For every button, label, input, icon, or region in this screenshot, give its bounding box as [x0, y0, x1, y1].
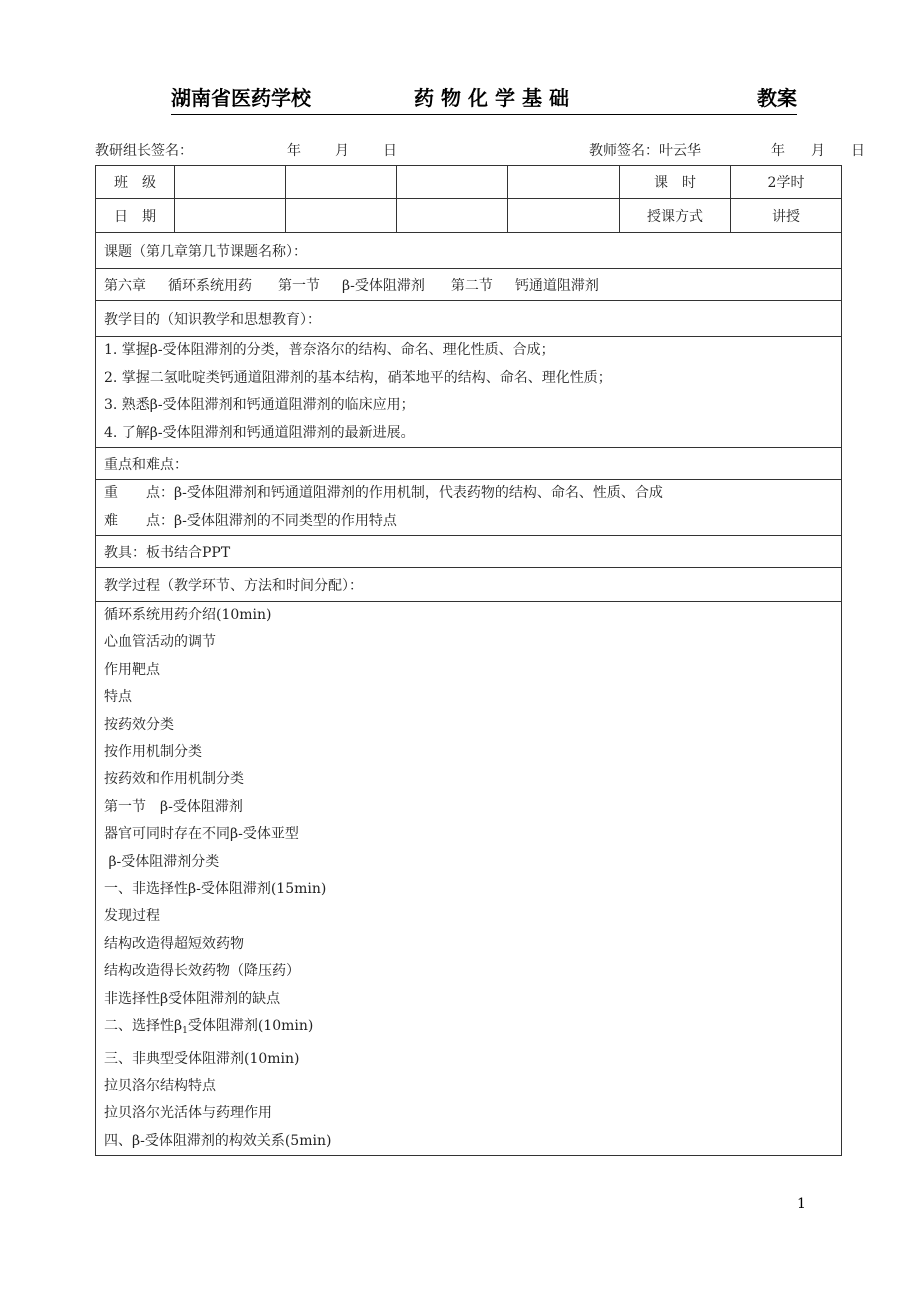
process-item: 心血管活动的调节	[104, 634, 216, 651]
process-item: 按药效分类	[104, 716, 174, 733]
key-point-text: β-受体阻滞剂和钙通道阻滞剂的作用机制，代表药物的结构、命名、性质、合成	[174, 485, 663, 501]
process-item: 第一节 β-受体阻滞剂	[104, 798, 243, 815]
day-label: 日	[383, 143, 397, 159]
difficult-point	[104, 508, 841, 536]
teacher-signature-label: 教师签名：叶云华	[589, 143, 701, 159]
section-2-name: 钙通道阻滞剂	[514, 277, 599, 294]
document-title	[171, 84, 797, 115]
tools-row	[96, 536, 842, 568]
section-2: 第二节	[450, 277, 493, 294]
method-value: 讲授	[731, 199, 842, 233]
year-label: 年	[287, 143, 301, 159]
month-label: 月	[335, 143, 349, 159]
process-item: 特点	[104, 689, 132, 706]
section-1-name: β-受体阻滞剂	[342, 277, 425, 294]
process-item: 按作用机制分类	[104, 744, 202, 761]
objectives-label: 教学目的（知识教学和思想教育）：	[96, 301, 842, 337]
process-item: 作用靶点	[104, 661, 160, 678]
objectives-list	[96, 337, 842, 448]
process-item: 发现过程	[104, 908, 160, 925]
lesson-plan-table	[95, 165, 842, 1156]
year-label: 年	[771, 143, 785, 159]
process-list	[96, 602, 842, 1156]
class-label: 班 级	[96, 166, 175, 199]
chapter-name: 循环系统用药	[168, 277, 252, 294]
class-cell-2[interactable]	[286, 166, 397, 199]
process-item: 非选择性β受体阻滞剂的缺点	[104, 990, 281, 1007]
day-label: 日	[851, 143, 865, 159]
class-cell-1[interactable]	[175, 166, 286, 199]
process-item: 三、非典型受体阻滞剂(10min)	[104, 1050, 300, 1067]
section-1: 第一节	[278, 277, 320, 294]
process-item	[104, 1013, 841, 1045]
chapter: 第六章	[104, 277, 146, 294]
process-item: 循环系统用药介绍(10min)	[104, 607, 272, 623]
topic-label: 课题（第几章第几节课题名称）：	[96, 233, 842, 269]
process-label: 教学过程（教学环节、方法和时间分配）：	[96, 568, 842, 602]
topic-label-row	[96, 233, 842, 269]
process-item: 拉贝洛尔光活体与药理作用	[104, 1105, 272, 1122]
objective-item: 2. 掌握二氢吡啶类钙通道阻滞剂的基本结构，硝苯地平的结构、命名、理化性质；	[104, 369, 612, 386]
class-cell-4[interactable]	[508, 166, 620, 199]
selective-suffix: 受体阻滞剂(10min)	[187, 1018, 314, 1035]
date-label: 日 期	[96, 199, 175, 233]
topic-value	[96, 269, 842, 301]
date-cell-3[interactable]	[397, 199, 508, 233]
objective-item: 4. 了解β-受体阻滞剂和钙通道阻滞剂的最新进展。	[104, 424, 415, 441]
process-item: 四、β-受体阻滞剂的构效关系(5min)	[104, 1132, 332, 1149]
difficult-point-label: 难 点：	[104, 512, 174, 529]
hours-value: 2学时	[731, 166, 842, 199]
objectives-label-row	[96, 301, 842, 337]
teaching-tools: 教具：板书结合PPT	[96, 536, 842, 568]
date-row	[96, 199, 842, 233]
month-label: 月	[811, 143, 825, 159]
process-label-row	[96, 568, 842, 602]
page-number: 1	[797, 1196, 806, 1212]
class-row	[96, 166, 842, 199]
topic-value-row	[96, 269, 842, 301]
difficult-point-text: β-受体阻滞剂的不同类型的作用特点	[174, 512, 397, 529]
key-points-row	[96, 480, 842, 536]
process-item: 结构改造得超短效药物	[104, 935, 244, 952]
key-points-label-row	[96, 448, 842, 480]
process-item: 一、非选择性β-受体阻滞剂(15min)	[104, 881, 327, 898]
selective-prefix: 二、选择性β	[104, 1018, 183, 1035]
process-item: 拉贝洛尔结构特点	[104, 1077, 216, 1094]
key-point	[104, 480, 841, 508]
subscript-1: 1	[182, 1026, 188, 1037]
school-name: 湖南省医药学校	[171, 86, 311, 110]
process-item: β-受体阻滞剂分类	[104, 853, 220, 870]
process-list-row	[96, 602, 842, 1156]
class-cell-3[interactable]	[397, 166, 508, 199]
process-item: 结构改造得长效药物（降压药）	[104, 963, 300, 980]
key-points-label: 重点和难点：	[96, 448, 842, 480]
date-cell-2[interactable]	[286, 199, 397, 233]
hours-label: 课 时	[620, 166, 731, 199]
process-item: 器官可同时存在不同β-受体亚型	[104, 826, 299, 843]
group-leader-signature-label: 教研组长签名：	[95, 143, 193, 159]
course-name: 药物化学基础	[414, 86, 576, 110]
method-label: 授课方式	[620, 199, 731, 233]
signature-row	[95, 141, 875, 163]
key-point-label: 重 点：	[104, 485, 174, 501]
key-points	[96, 480, 842, 536]
process-item: 按药效和作用机制分类	[104, 771, 244, 788]
objective-item: 1. 掌握β-受体阻滞剂的分类，普奈洛尔的结构、命名、理化性质、合成；	[104, 342, 555, 358]
date-cell-4[interactable]	[508, 199, 620, 233]
date-cell-1[interactable]	[175, 199, 286, 233]
objectives-list-row	[96, 337, 842, 448]
objective-item: 3. 熟悉β-受体阻滞剂和钙通道阻滞剂的临床应用；	[104, 397, 415, 413]
doc-type: 教案	[757, 86, 797, 110]
